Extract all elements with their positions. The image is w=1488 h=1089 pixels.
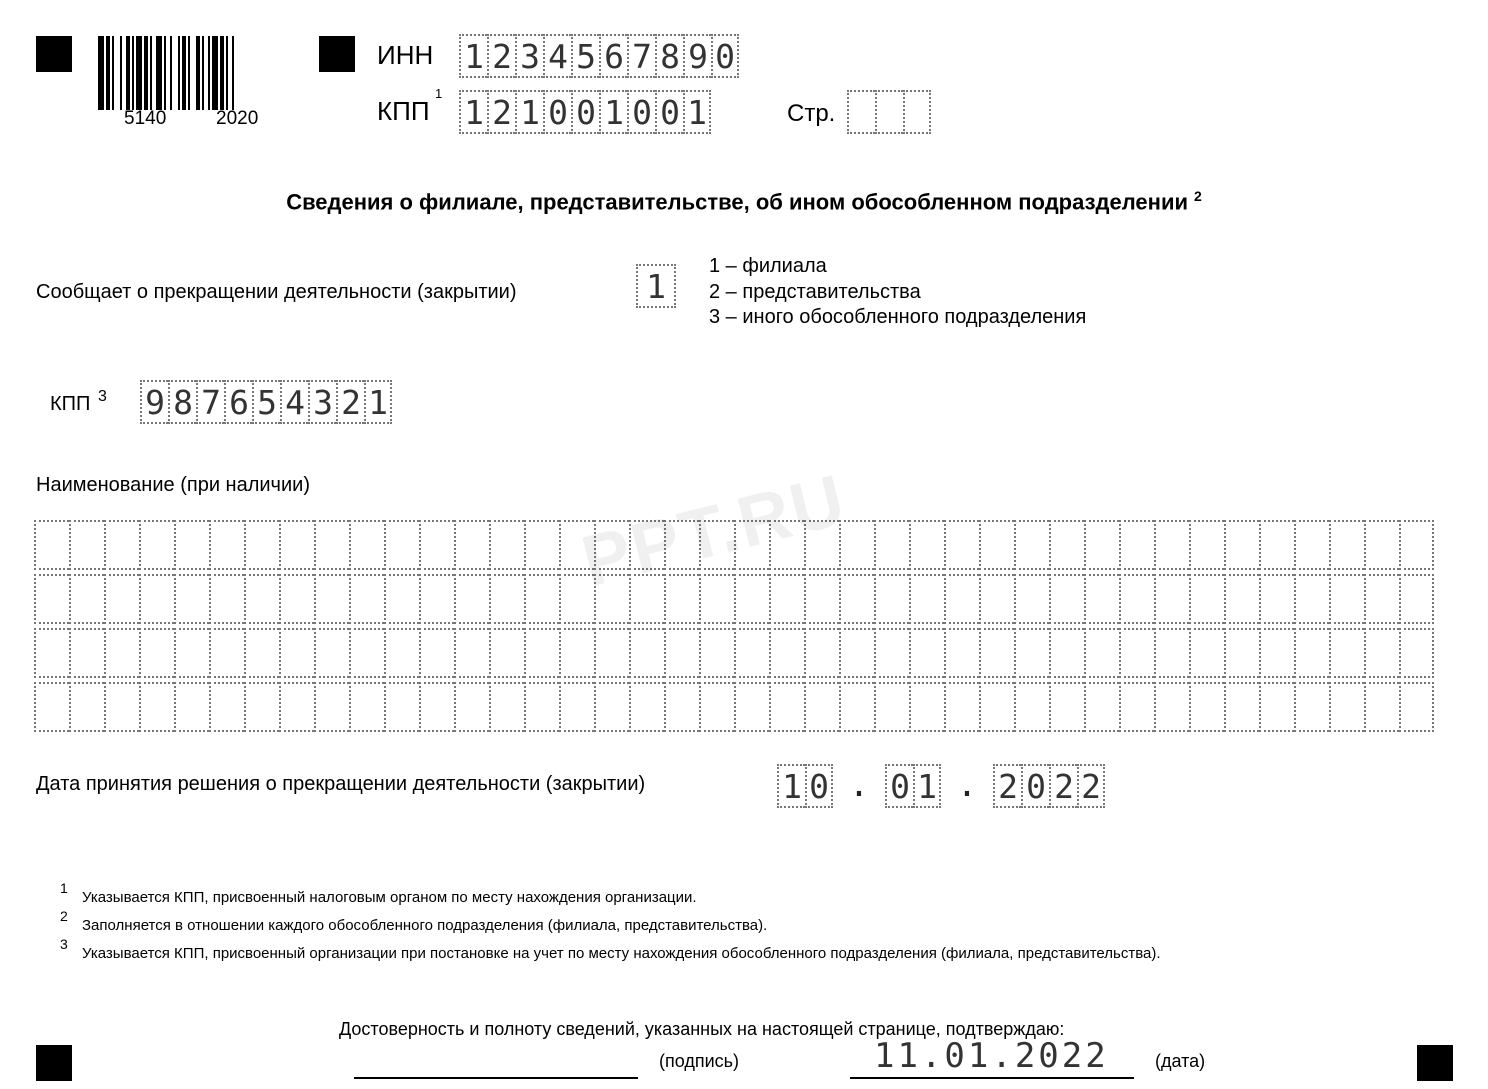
decision-month [885,764,941,808]
barcode-bar [170,36,172,110]
name-grid-cell[interactable] [909,520,944,570]
name-grid-cell[interactable] [1154,520,1189,570]
name-grid-cell[interactable] [34,574,69,624]
name-grid-cell[interactable] [1049,574,1084,624]
kpp-digit-cell: 1 [683,90,711,134]
decision-year [993,764,1105,808]
name-grid-cell[interactable] [1189,628,1224,678]
barcode-bar [178,36,180,110]
inn-digit-cell: 5 [571,34,599,78]
confirmation-date[interactable]: 11.01.2022 [874,1036,1109,1076]
watermark: PPT.RU [574,459,854,603]
name-grid-cell[interactable] [69,520,104,570]
kpp-digit-cell: 0 [627,90,655,134]
name-grid-cell[interactable] [874,574,909,624]
inn-label: ИНН [377,40,434,70]
page-number-field[interactable] [847,90,931,134]
inn-digit-cell: 1 [459,34,487,78]
barcode-bar [196,36,200,110]
name-grid-cell[interactable] [804,574,839,624]
footnote-text: Указывается КПП, присвоенный организации при постановке на учет по месту нахождения обособленного подразделения (филиала, представительства). [82,945,1161,962]
inn-field[interactable] [459,34,739,78]
branch-kpp-field[interactable] [140,380,392,424]
name-grid-cell[interactable] [314,520,349,570]
name-grid-cell[interactable] [699,682,734,732]
footnote-number: 2 [60,908,68,924]
name-grid-cell[interactable] [349,628,384,678]
barcode-bar [212,36,218,110]
name-grid-cell[interactable] [1224,628,1259,678]
name-grid-cell[interactable] [419,520,454,570]
closure-label: Сообщает о прекращении деятельности (закрытии) [36,281,517,303]
page-digit-cell [847,90,875,134]
name-grid-cell[interactable] [1119,520,1154,570]
title-footnote-mark: 2 [1194,188,1202,204]
name-grid-cell[interactable] [594,682,629,732]
name-grid-cell[interactable] [629,628,664,678]
name-grid-cell[interactable] [874,682,909,732]
name-grid-cell[interactable] [1084,682,1119,732]
closure-option-3: 3 – иного обособленного подразделения [709,306,1087,328]
name-grid-cell[interactable] [1049,520,1084,570]
date-label: (дата) [1155,1051,1206,1071]
name-grid-cell[interactable] [524,574,559,624]
name-grid-cell[interactable] [699,574,734,624]
name-grid-cell[interactable] [1084,574,1119,624]
barcode-right-number: 2020 [216,108,259,129]
footnote-text: Указывается КПП, присвоенный налоговым органом по месту нахождения организации. [82,889,697,906]
name-grid-cell[interactable] [734,574,769,624]
barcode-bar [126,36,130,110]
closure-option-1: 1 – филиала [709,255,827,277]
name-grid-cell[interactable] [874,628,909,678]
name-grid-cell[interactable] [1294,628,1329,678]
name-grid-cell[interactable] [804,682,839,732]
branch-kpp-digit-cell: 2 [336,380,364,424]
kpp-digit-cell: 1 [599,90,627,134]
name-grid-cell[interactable] [279,520,314,570]
name-grid-cell[interactable] [769,628,804,678]
name-grid-cell[interactable] [524,628,559,678]
name-grid-cell[interactable] [349,682,384,732]
name-grid-cell[interactable] [1399,628,1434,678]
name-grid-cell[interactable] [314,574,349,624]
date-cell: 2 [1049,764,1077,808]
name-grid-cell[interactable] [944,628,979,678]
name-grid-cell[interactable] [1049,682,1084,732]
name-grid-cell[interactable] [34,682,69,732]
corner-marker-bottom-right [1417,1045,1453,1081]
name-grid-cell[interactable] [104,574,139,624]
name-grid-cell[interactable] [1084,520,1119,570]
name-grid-cell[interactable] [1364,574,1399,624]
form-title [0,188,1488,215]
name-grid-cell[interactable] [874,520,909,570]
name-grid-cell[interactable] [69,574,104,624]
date-cell: 1 [777,764,805,808]
date-cell: 0 [805,764,833,808]
name-grid-cell[interactable] [174,682,209,732]
name-grid-cell[interactable] [139,574,174,624]
name-grid-cell[interactable] [1399,574,1434,624]
branch-kpp-footnote-mark: 3 [98,388,107,405]
name-grid-cell[interactable] [1154,574,1189,624]
name-grid-cell[interactable] [174,628,209,678]
name-grid-cell[interactable] [979,628,1014,678]
branch-kpp-digit-cell: 3 [308,380,336,424]
name-grid-cell[interactable] [489,628,524,678]
name-grid-cell[interactable] [1259,574,1294,624]
name-grid-cell[interactable] [524,682,559,732]
name-grid-cell[interactable] [1224,520,1259,570]
branch-kpp-digit-cell: 4 [280,380,308,424]
name-grid-cell[interactable] [209,628,244,678]
name-grid-cell[interactable] [1364,682,1399,732]
name-grid-cell[interactable] [944,682,979,732]
barcode-bar [98,36,104,110]
name-grid-cell[interactable] [384,682,419,732]
name-grid-cell[interactable] [1329,682,1364,732]
branch-kpp-digit-cell: 7 [196,380,224,424]
barcode-bar [220,36,224,110]
signature-line[interactable] [354,1077,638,1079]
name-grid-cell[interactable] [279,574,314,624]
decision-date-field[interactable] [777,764,1105,808]
form-title-text: Сведения о филиале, представительстве, об ином обособленном подразделении [286,189,1189,215]
page-digit-cell [875,90,903,134]
barcode-bar [132,36,134,110]
name-grid-cell[interactable] [1014,628,1049,678]
name-grid-cell[interactable] [979,520,1014,570]
name-grid-cell[interactable] [209,520,244,570]
signature-label: (подпись) [659,1051,740,1071]
name-grid-cell[interactable] [1224,574,1259,624]
name-grid-cell[interactable] [34,628,69,678]
branch-kpp-digit-cell: 9 [140,380,168,424]
inn-digit-cell: 3 [515,34,543,78]
corner-marker-top-center [319,36,355,72]
kpp-digit-cell: 1 [515,90,543,134]
branch-kpp-label: КПП [50,393,91,415]
name-grid-cell[interactable] [979,574,1014,624]
name-grid-cell[interactable] [1259,628,1294,678]
name-grid-cell[interactable] [174,520,209,570]
branch-kpp-digit-cell: 8 [168,380,196,424]
barcode-bar [208,36,210,110]
barcode-bar [164,36,166,110]
name-grid-cell[interactable] [139,682,174,732]
name-grid-cell[interactable] [734,628,769,678]
name-grid-cell[interactable] [279,628,314,678]
name-grid-cell[interactable] [1364,628,1399,678]
name-grid-cell[interactable] [244,574,279,624]
name-grid-cell[interactable] [1189,682,1224,732]
name-grid-cell[interactable] [384,628,419,678]
closure-option-2: 2 – представительства [709,281,921,303]
name-grid-cell[interactable] [279,682,314,732]
barcode-bar [144,36,148,110]
name-grid-cell[interactable] [1294,520,1329,570]
kpp-digit-cell: 0 [655,90,683,134]
name-grid-cell[interactable] [944,574,979,624]
name-grid-cell[interactable] [1014,520,1049,570]
name-grid-cell[interactable] [384,520,419,570]
date-cell: 2 [1077,764,1105,808]
corner-marker-bottom-left [36,1045,72,1081]
name-grid-cell[interactable] [559,628,594,678]
inn-digit-cell: 2 [487,34,515,78]
date-separator: . [956,765,978,805]
name-grid-cell[interactable] [839,628,874,678]
barcode-bar [112,36,114,110]
closure-type-cell: 1 [636,264,676,308]
kpp-digit-cell: 0 [571,90,599,134]
name-grid-cell[interactable] [734,682,769,732]
name-grid-cell[interactable] [314,628,349,678]
barcode-bar [136,36,142,110]
barcode-bar [232,36,234,110]
barcode-bar [156,36,162,110]
name-grid-cell[interactable] [104,628,139,678]
decision-day [777,764,833,808]
name-grid-cell[interactable] [629,682,664,732]
inn-digit-cell: 0 [711,34,739,78]
name-grid-cell[interactable] [1329,574,1364,624]
barcode-bar [150,36,152,110]
decision-date-label: Дата принятия решения о прекращении деятельности (закрытии) [36,773,646,795]
name-grid-row [34,628,1434,678]
name-grid-cell[interactable] [454,628,489,678]
name-label: Наименование (при наличии) [36,474,310,496]
name-grid-cell[interactable] [909,628,944,678]
closure-type-field[interactable] [636,264,676,308]
name-grid-cell[interactable] [244,520,279,570]
barcode-left-number: 5140 [124,108,167,129]
name-grid-cell[interactable] [489,520,524,570]
barcode-bar [182,36,186,110]
name-grid-cell[interactable] [139,628,174,678]
name-grid-cell[interactable] [244,682,279,732]
kpp-digit-cell: 1 [459,90,487,134]
branch-kpp-digit-cell: 6 [224,380,252,424]
kpp-field[interactable] [459,90,711,134]
name-grid-cell[interactable] [1364,520,1399,570]
footnote-number: 1 [60,880,68,896]
barcode-bar [188,36,190,110]
name-grid-cell[interactable] [524,520,559,570]
name-grid-cell[interactable] [349,574,384,624]
name-grid-cell[interactable] [384,574,419,624]
name-grid-cell[interactable] [769,682,804,732]
footnote-number: 3 [60,936,68,952]
name-grid-cell[interactable] [1119,682,1154,732]
name-grid-cell[interactable] [489,682,524,732]
name-grid-cell[interactable] [944,520,979,570]
page-label: Стр. [787,100,836,127]
name-grid-cell[interactable] [139,520,174,570]
branch-kpp-digit-cell: 1 [364,380,392,424]
name-grid-cell[interactable] [174,574,209,624]
name-grid-cell[interactable] [839,574,874,624]
name-grid-cell[interactable] [1259,682,1294,732]
barcode-bar [120,36,122,110]
confirmation-text: Достоверность и полноту сведений, указанных на настоящей странице, подтверждаю: [339,1019,1065,1039]
name-grid-cell[interactable] [594,628,629,678]
name-grid-cell[interactable] [804,628,839,678]
name-grid-cell[interactable] [1084,628,1119,678]
name-grid-cell[interactable] [209,574,244,624]
name-grid-cell[interactable] [1049,628,1084,678]
name-grid-cell[interactable] [1014,682,1049,732]
branch-kpp-digit-cell: 5 [252,380,280,424]
name-grid-cell[interactable] [1224,682,1259,732]
corner-marker-top-left [36,36,72,72]
kpp-label: КПП [377,96,430,126]
name-grid-cell[interactable] [419,628,454,678]
date-separator: . [848,765,870,805]
date-cell: 0 [885,764,913,808]
name-grid-cell[interactable] [419,682,454,732]
name-grid-cell[interactable] [349,520,384,570]
name-grid-row [34,574,1434,624]
name-grid-cell[interactable] [699,628,734,678]
name-grid-cell[interactable] [489,574,524,624]
name-grid-cell[interactable] [559,682,594,732]
kpp-digit-cell: 0 [543,90,571,134]
name-grid-cell[interactable] [1189,520,1224,570]
name-grid-cell[interactable] [104,682,139,732]
name-grid-cell[interactable] [69,682,104,732]
name-grid-cell[interactable] [1399,520,1434,570]
inn-digit-cell: 9 [683,34,711,78]
name-grid-cell[interactable] [454,574,489,624]
date-cell: 2 [993,764,1021,808]
name-grid-cell[interactable] [454,520,489,570]
name-grid-cell[interactable] [1119,574,1154,624]
name-grid-cell[interactable] [839,682,874,732]
name-grid-cell[interactable] [1259,520,1294,570]
name-grid-cell[interactable] [1329,520,1364,570]
barcode-bar [106,36,110,110]
name-grid-cell[interactable] [909,682,944,732]
name-grid-cell[interactable] [1189,574,1224,624]
date-cell: 0 [1021,764,1049,808]
date-line [850,1077,1134,1079]
name-grid-cell[interactable] [69,628,104,678]
name-grid-cell[interactable] [104,520,139,570]
kpp-digit-cell: 2 [487,90,515,134]
name-grid-cell[interactable] [979,682,1014,732]
name-grid-cell[interactable] [1154,682,1189,732]
name-grid-cell[interactable] [209,682,244,732]
name-grid-cell[interactable] [34,520,69,570]
kpp-footnote-mark: 1 [435,86,443,101]
name-grid-cell[interactable] [1119,628,1154,678]
date-cell: 1 [913,764,941,808]
inn-digit-cell: 7 [627,34,655,78]
name-grid-cell[interactable] [769,574,804,624]
barcode [98,36,290,112]
name-grid-cell[interactable] [1014,574,1049,624]
name-grid-cell[interactable] [909,574,944,624]
inn-digit-cell: 6 [599,34,627,78]
footnote-text: Заполняется в отношении каждого обособленного подразделения (филиала, представительства). [82,917,768,934]
inn-digit-cell: 8 [655,34,683,78]
name-grid-cell[interactable] [419,574,454,624]
barcode-bar [202,36,204,110]
name-grid-row [34,682,1434,732]
name-grid-cell[interactable] [1154,628,1189,678]
name-grid-cell[interactable] [1294,574,1329,624]
name-grid-cell[interactable] [1294,682,1329,732]
name-grid-cell[interactable] [244,628,279,678]
inn-digit-cell: 4 [543,34,571,78]
name-grid-cell[interactable] [664,682,699,732]
name-grid-cell[interactable] [1329,628,1364,678]
name-grid-cell[interactable] [1399,682,1434,732]
page-digit-cell [903,90,931,134]
name-grid-cell[interactable] [664,628,699,678]
name-grid-cell[interactable] [314,682,349,732]
name-grid-cell[interactable] [454,682,489,732]
barcode-bar [226,36,228,110]
